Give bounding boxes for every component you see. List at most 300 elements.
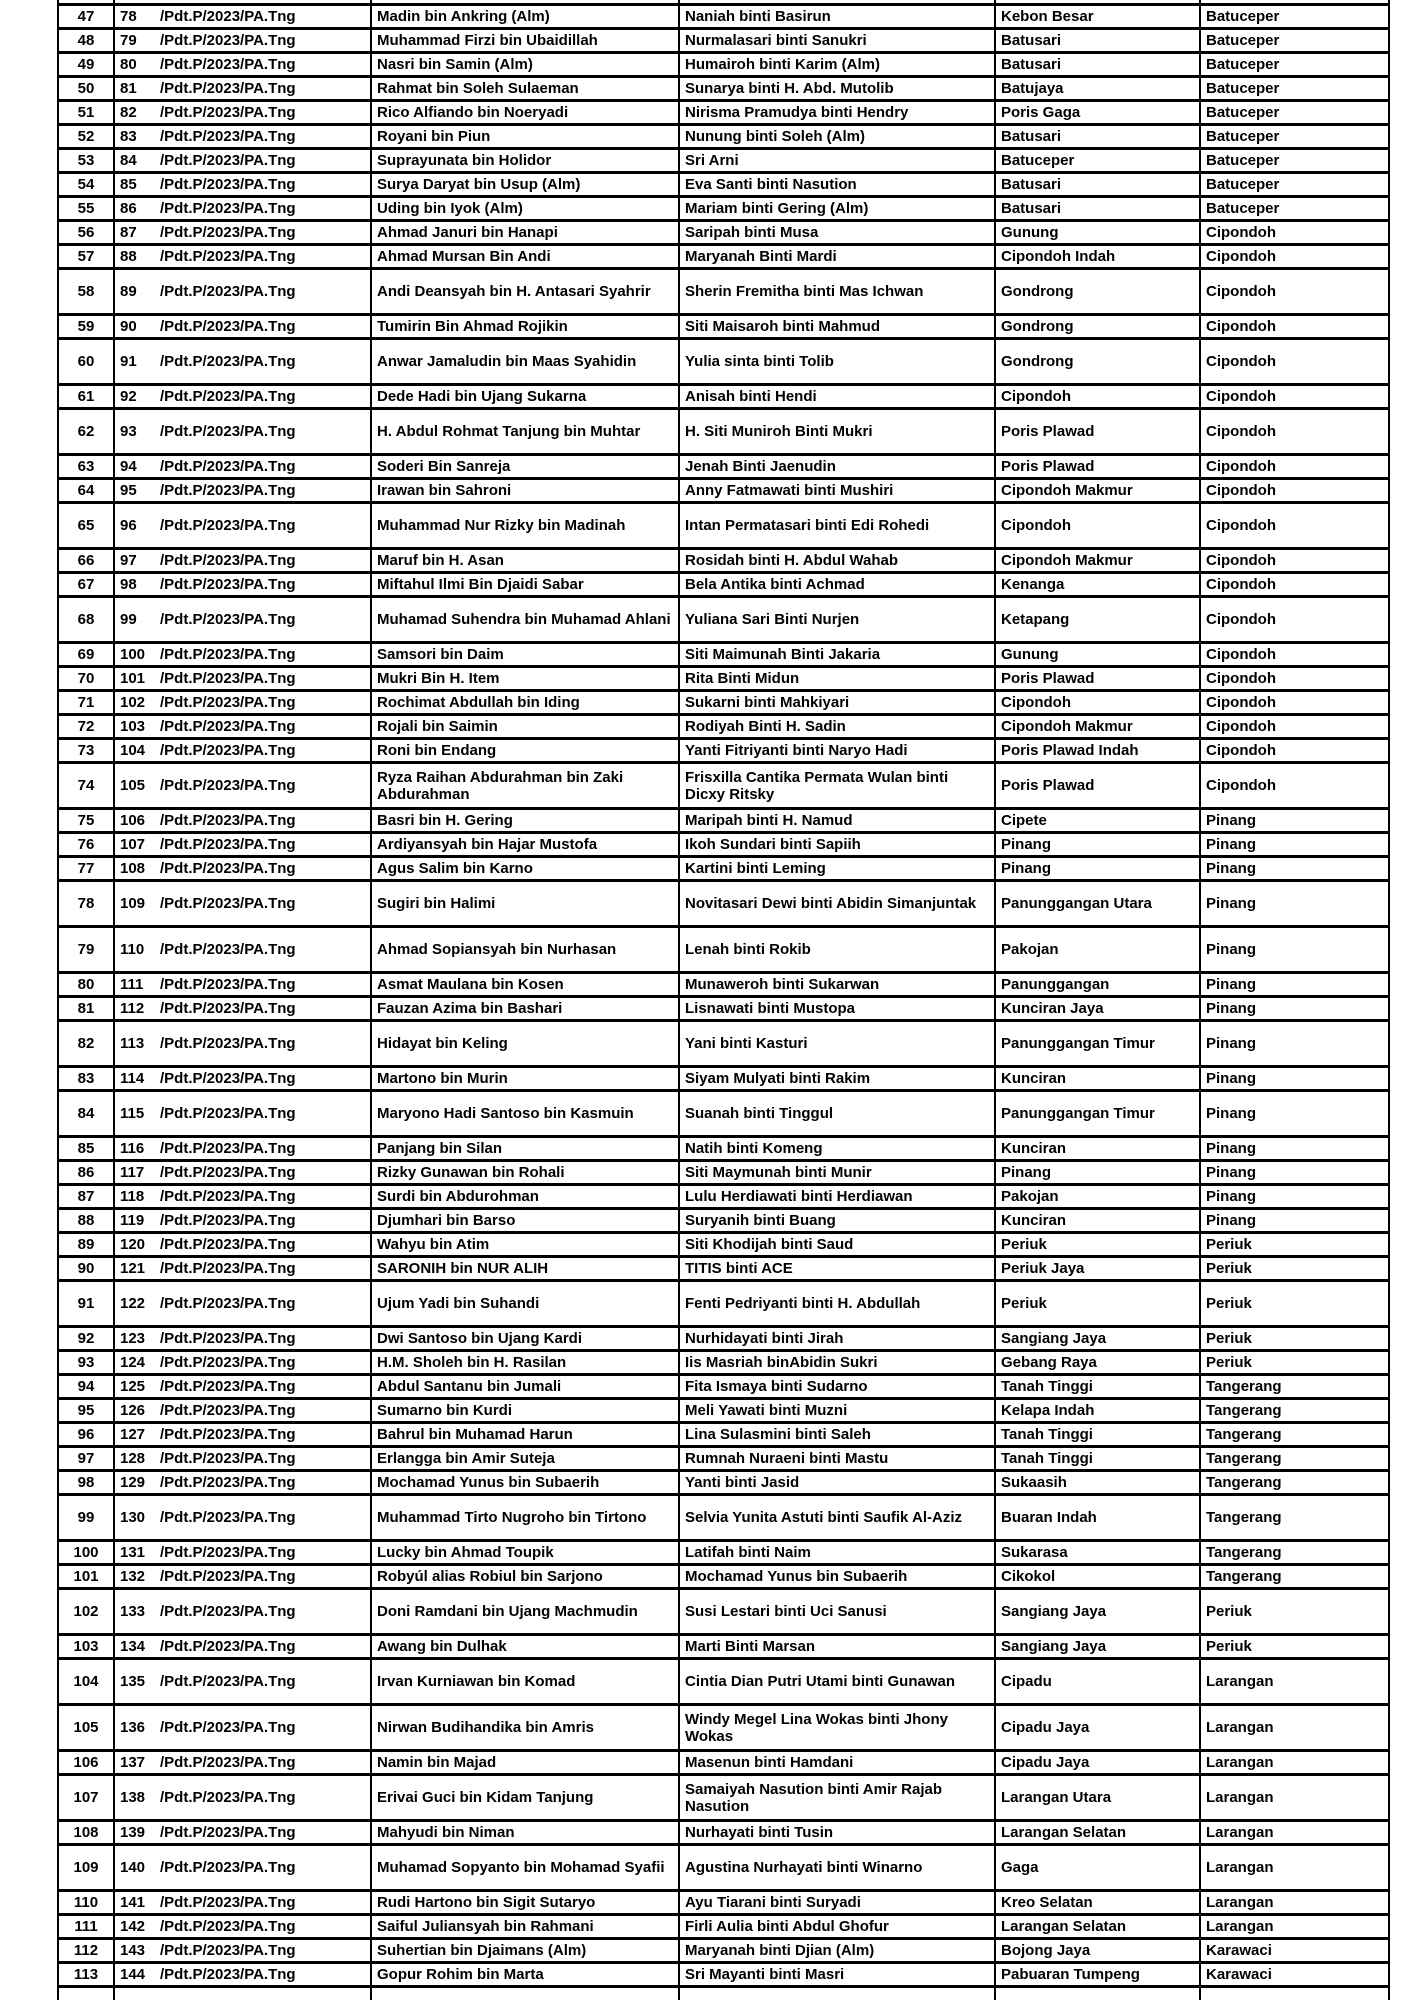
case-number-cell bbox=[114, 973, 371, 997]
case-number-cell bbox=[114, 927, 371, 973]
case-number-cell bbox=[114, 339, 371, 385]
table-row bbox=[58, 479, 1389, 503]
village-cell: Batujaya bbox=[995, 77, 1200, 101]
case-number-cell bbox=[114, 691, 371, 715]
case-suffix: /Pdt.P/2023/PA.Tng bbox=[160, 1378, 296, 1395]
husband-name-cell: Suhertian bin Djaimans (Alm) bbox=[371, 1939, 679, 1963]
case-number: 127 bbox=[120, 1426, 146, 1443]
case-number: 100 bbox=[120, 646, 146, 663]
case-number-cell bbox=[114, 315, 371, 339]
wife-name-cell: Saripah binti Musa bbox=[679, 221, 995, 245]
row-number-cell: 58 bbox=[58, 269, 114, 315]
wife-name-cell: Humairoh binti Karim (Alm) bbox=[679, 53, 995, 77]
table-row bbox=[58, 573, 1389, 597]
row-number-cell: 79 bbox=[58, 927, 114, 973]
wife-name-cell: Siti Maisaroh binti Mahmud bbox=[679, 315, 995, 339]
husband-name-cell: Ahmad Mursan Bin Andi bbox=[371, 245, 679, 269]
table-row bbox=[58, 691, 1389, 715]
case-number: 113 bbox=[120, 1035, 145, 1052]
case-number: 106 bbox=[120, 812, 146, 829]
village-cell: Pakojan bbox=[995, 1185, 1200, 1209]
case-number-cell bbox=[114, 1399, 371, 1423]
husband-name-cell: Rojali bin Saimin bbox=[371, 715, 679, 739]
district-cell: Tangerang bbox=[1200, 1375, 1389, 1399]
village-cell: Cipondoh Indah bbox=[995, 245, 1200, 269]
case-number: 104 bbox=[120, 742, 146, 759]
case-number: 134 bbox=[120, 1638, 146, 1655]
district-cell: Cipondoh bbox=[1200, 667, 1389, 691]
village-cell: Sangiang Jaya bbox=[995, 1327, 1200, 1351]
wife-name-cell: Kartini binti Leming bbox=[679, 857, 995, 881]
village-cell: Gondrong bbox=[995, 269, 1200, 315]
table-row bbox=[58, 997, 1389, 1021]
case-number: 117 bbox=[120, 1164, 145, 1181]
village-cell: Cipondoh Makmur bbox=[995, 549, 1200, 573]
husband-name-cell: Surya Daryat bin Usup (Alm) bbox=[371, 173, 679, 197]
case-number-cell bbox=[114, 1845, 371, 1891]
husband-name-cell: Suprayunata bin Holidor bbox=[371, 149, 679, 173]
case-suffix: /Pdt.P/2023/PA.Tng bbox=[160, 1918, 296, 1935]
table-row bbox=[58, 385, 1389, 409]
row-number-cell: 108 bbox=[58, 1821, 114, 1845]
case-number: 88 bbox=[120, 248, 137, 265]
village-cell: Sangiang Jaya bbox=[995, 1635, 1200, 1659]
case-number: 138 bbox=[120, 1789, 146, 1806]
husband-name-cell: Asmat Maulana bin Kosen bbox=[371, 973, 679, 997]
case-suffix: /Pdt.P/2023/PA.Tng bbox=[160, 1212, 296, 1229]
clipped-cell bbox=[1200, 1987, 1389, 2000]
village-cell: Kunciran bbox=[995, 1137, 1200, 1161]
case-number-cell bbox=[114, 597, 371, 643]
table-row bbox=[58, 549, 1389, 573]
case-number: 81 bbox=[120, 80, 137, 97]
village-cell: Cipondoh bbox=[995, 385, 1200, 409]
case-suffix: /Pdt.P/2023/PA.Tng bbox=[160, 353, 296, 370]
district-cell: Cipondoh bbox=[1200, 573, 1389, 597]
table-row bbox=[58, 1939, 1389, 1963]
village-cell: Gondrong bbox=[995, 315, 1200, 339]
wife-name-cell: Sherin Fremitha binti Mas Ichwan bbox=[679, 269, 995, 315]
wife-name-cell: Siti Maymunah binti Munir bbox=[679, 1161, 995, 1185]
case-number: 132 bbox=[120, 1568, 146, 1585]
case-suffix: /Pdt.P/2023/PA.Tng bbox=[160, 1568, 296, 1585]
wife-name-cell: Latifah binti Naim bbox=[679, 1541, 995, 1565]
case-number-cell bbox=[114, 1939, 371, 1963]
wife-name-cell: Bela Antika binti Achmad bbox=[679, 573, 995, 597]
case-number-cell bbox=[114, 1327, 371, 1351]
case-number: 137 bbox=[120, 1754, 146, 1771]
village-cell: Periuk bbox=[995, 1233, 1200, 1257]
district-cell: Cipondoh bbox=[1200, 409, 1389, 455]
wife-name-cell: Maripah binti H. Namud bbox=[679, 809, 995, 833]
row-number-cell: 66 bbox=[58, 549, 114, 573]
case-number-cell bbox=[114, 1659, 371, 1705]
case-number-cell bbox=[114, 149, 371, 173]
case-number-cell bbox=[114, 1351, 371, 1375]
row-number-cell: 80 bbox=[58, 973, 114, 997]
district-cell: Pinang bbox=[1200, 1021, 1389, 1067]
row-number-cell: 75 bbox=[58, 809, 114, 833]
case-number: 94 bbox=[120, 458, 137, 475]
husband-name-cell: Bahrul bin Muhamad Harun bbox=[371, 1423, 679, 1447]
husband-name-cell: Rico Alfiando bin Noeryadi bbox=[371, 101, 679, 125]
case-number: 78 bbox=[120, 8, 137, 25]
district-cell: Pinang bbox=[1200, 973, 1389, 997]
case-suffix: /Pdt.P/2023/PA.Tng bbox=[160, 1509, 296, 1526]
row-number-cell: 72 bbox=[58, 715, 114, 739]
case-suffix: /Pdt.P/2023/PA.Tng bbox=[160, 1295, 296, 1312]
wife-name-cell: Agustina Nurhayati binti Winarno bbox=[679, 1845, 995, 1891]
wife-name-cell: Firli Aulia binti Abdul Ghofur bbox=[679, 1915, 995, 1939]
wife-name-cell: Maryanah Binti Mardi bbox=[679, 245, 995, 269]
wife-name-cell: Anisah binti Hendi bbox=[679, 385, 995, 409]
district-cell: Batuceper bbox=[1200, 101, 1389, 125]
row-number-cell: 100 bbox=[58, 1541, 114, 1565]
husband-name-cell: SARONIH bin NUR ALIH bbox=[371, 1257, 679, 1281]
husband-name-cell: Irvan Kurniawan bin Komad bbox=[371, 1659, 679, 1705]
case-number: 105 bbox=[120, 777, 146, 794]
village-cell: Pinang bbox=[995, 833, 1200, 857]
husband-name-cell: Surdi bin Abdurohman bbox=[371, 1185, 679, 1209]
case-number-cell bbox=[114, 1281, 371, 1327]
case-number-cell bbox=[114, 1067, 371, 1091]
village-cell: Tanah Tinggi bbox=[995, 1423, 1200, 1447]
husband-name-cell: Ahmad Sopiansyah bin Nurhasan bbox=[371, 927, 679, 973]
case-suffix: /Pdt.P/2023/PA.Tng bbox=[160, 777, 296, 794]
village-cell: Periuk Jaya bbox=[995, 1257, 1200, 1281]
village-cell: Gunung bbox=[995, 643, 1200, 667]
district-cell: Larangan bbox=[1200, 1845, 1389, 1891]
row-number-cell: 67 bbox=[58, 573, 114, 597]
row-number-cell: 92 bbox=[58, 1327, 114, 1351]
case-number-cell bbox=[114, 1635, 371, 1659]
husband-name-cell: Martono bin Murin bbox=[371, 1067, 679, 1091]
table-row bbox=[58, 1423, 1389, 1447]
row-number-cell: 96 bbox=[58, 1423, 114, 1447]
district-cell: Cipondoh bbox=[1200, 597, 1389, 643]
case-number-cell bbox=[114, 1565, 371, 1589]
wife-name-cell: Naniah binti Basirun bbox=[679, 5, 995, 29]
district-cell: Pinang bbox=[1200, 1185, 1389, 1209]
case-number-cell bbox=[114, 1589, 371, 1635]
row-number-cell: 85 bbox=[58, 1137, 114, 1161]
table-row bbox=[58, 857, 1389, 881]
district-cell: Cipondoh bbox=[1200, 315, 1389, 339]
row-number-cell: 98 bbox=[58, 1471, 114, 1495]
case-suffix: /Pdt.P/2023/PA.Tng bbox=[160, 128, 296, 145]
case-number: 109 bbox=[120, 895, 146, 912]
district-cell: Cipondoh bbox=[1200, 763, 1389, 809]
table-row bbox=[58, 643, 1389, 667]
case-suffix: /Pdt.P/2023/PA.Tng bbox=[160, 1603, 296, 1620]
clipped-cell bbox=[995, 1987, 1200, 2000]
husband-name-cell: Samsori bin Daim bbox=[371, 643, 679, 667]
case-suffix: /Pdt.P/2023/PA.Tng bbox=[160, 895, 296, 912]
row-number-cell: 110 bbox=[58, 1891, 114, 1915]
village-cell: Batuceper bbox=[995, 149, 1200, 173]
case-number: 130 bbox=[120, 1509, 146, 1526]
table-row bbox=[58, 409, 1389, 455]
case-number-cell bbox=[114, 549, 371, 573]
case-number-cell bbox=[114, 763, 371, 809]
husband-name-cell: Muhammad Firzi bin Ubaidillah bbox=[371, 29, 679, 53]
district-cell: Periuk bbox=[1200, 1233, 1389, 1257]
village-cell: Cipadu Jaya bbox=[995, 1751, 1200, 1775]
case-table bbox=[57, 0, 1390, 2000]
table-row bbox=[58, 1375, 1389, 1399]
wife-name-cell: Fita Ismaya binti Sudarno bbox=[679, 1375, 995, 1399]
husband-name-cell: Andi Deansyah bin H. Antasari Syahrir bbox=[371, 269, 679, 315]
husband-name-cell: H. Abdul Rohmat Tanjung bin Muhtar bbox=[371, 409, 679, 455]
village-cell: Gondrong bbox=[995, 339, 1200, 385]
row-number-cell: 71 bbox=[58, 691, 114, 715]
table-row bbox=[58, 597, 1389, 643]
husband-name-cell: Mahyudi bin Niman bbox=[371, 1821, 679, 1845]
district-cell: Periuk bbox=[1200, 1589, 1389, 1635]
row-number-cell: 55 bbox=[58, 197, 114, 221]
husband-name-cell: Erivai Guci bin Kidam Tanjung bbox=[371, 1775, 679, 1821]
village-cell: Tanah Tinggi bbox=[995, 1375, 1200, 1399]
case-number: 84 bbox=[120, 152, 137, 169]
husband-name-cell: Rahmat bin Soleh Sulaeman bbox=[371, 77, 679, 101]
village-cell: Sukaasih bbox=[995, 1471, 1200, 1495]
district-cell: Cipondoh bbox=[1200, 455, 1389, 479]
husband-name-cell: H.M. Sholeh bin H. Rasilan bbox=[371, 1351, 679, 1375]
wife-name-cell: Jenah Binti Jaenudin bbox=[679, 455, 995, 479]
wife-name-cell: Yuliana Sari Binti Nurjen bbox=[679, 597, 995, 643]
case-number: 108 bbox=[120, 860, 146, 877]
table-row bbox=[58, 245, 1389, 269]
table-row bbox=[58, 1963, 1389, 1987]
row-number-cell: 62 bbox=[58, 409, 114, 455]
husband-name-cell: Tumirin Bin Ahmad Rojikin bbox=[371, 315, 679, 339]
district-cell: Pinang bbox=[1200, 927, 1389, 973]
district-cell: Pinang bbox=[1200, 857, 1389, 881]
row-number-cell: 86 bbox=[58, 1161, 114, 1185]
case-suffix: /Pdt.P/2023/PA.Tng bbox=[160, 1789, 296, 1806]
district-cell: Larangan bbox=[1200, 1891, 1389, 1915]
district-cell: Batuceper bbox=[1200, 149, 1389, 173]
district-cell: Tangerang bbox=[1200, 1495, 1389, 1541]
case-suffix: /Pdt.P/2023/PA.Tng bbox=[160, 1070, 296, 1087]
case-suffix: /Pdt.P/2023/PA.Tng bbox=[160, 1426, 296, 1443]
table-row bbox=[58, 1751, 1389, 1775]
wife-name-cell: Lenah binti Rokib bbox=[679, 927, 995, 973]
case-suffix: /Pdt.P/2023/PA.Tng bbox=[160, 458, 296, 475]
row-number-cell: 112 bbox=[58, 1939, 114, 1963]
row-number-cell: 61 bbox=[58, 385, 114, 409]
husband-name-cell: Mukri Bin H. Item bbox=[371, 667, 679, 691]
case-number: 143 bbox=[120, 1942, 146, 1959]
case-number: 118 bbox=[120, 1188, 145, 1205]
husband-name-cell: Robyúl alias Robiul bin Sarjono bbox=[371, 1565, 679, 1589]
husband-name-cell: Namin bin Majad bbox=[371, 1751, 679, 1775]
case-number: 85 bbox=[120, 176, 137, 193]
case-number: 101 bbox=[120, 670, 146, 687]
husband-name-cell: Djumhari bin Barso bbox=[371, 1209, 679, 1233]
case-number: 120 bbox=[120, 1236, 146, 1253]
row-number-cell: 57 bbox=[58, 245, 114, 269]
village-cell: Panunggangan bbox=[995, 973, 1200, 997]
village-cell: Batusari bbox=[995, 197, 1200, 221]
table-row bbox=[58, 809, 1389, 833]
case-number-cell bbox=[114, 1091, 371, 1137]
case-number-cell bbox=[114, 125, 371, 149]
husband-name-cell: Saiful Juliansyah bin Rahmani bbox=[371, 1915, 679, 1939]
village-cell: Kenanga bbox=[995, 573, 1200, 597]
case-number-cell bbox=[114, 409, 371, 455]
district-cell: Larangan bbox=[1200, 1659, 1389, 1705]
case-number: 114 bbox=[120, 1070, 145, 1087]
village-cell: Poris Plawad bbox=[995, 667, 1200, 691]
case-number: 110 bbox=[120, 941, 145, 958]
village-cell: Batusari bbox=[995, 173, 1200, 197]
case-suffix: /Pdt.P/2023/PA.Tng bbox=[160, 611, 296, 628]
row-number-cell: 113 bbox=[58, 1963, 114, 1987]
husband-name-cell: Fauzan Azima bin Bashari bbox=[371, 997, 679, 1021]
district-cell: Tangerang bbox=[1200, 1447, 1389, 1471]
wife-name-cell: Marti Binti Marsan bbox=[679, 1635, 995, 1659]
table-row bbox=[58, 1351, 1389, 1375]
district-cell: Tangerang bbox=[1200, 1423, 1389, 1447]
row-number-cell: 49 bbox=[58, 53, 114, 77]
wife-name-cell: Frisxilla Cantika Permata Wulan binti Dicxy Ritsky bbox=[679, 763, 995, 809]
row-number-cell: 103 bbox=[58, 1635, 114, 1659]
case-suffix: /Pdt.P/2023/PA.Tng bbox=[160, 32, 296, 49]
village-cell: Cipondoh Makmur bbox=[995, 715, 1200, 739]
case-number-cell bbox=[114, 667, 371, 691]
row-number-cell: 93 bbox=[58, 1351, 114, 1375]
table-row bbox=[58, 881, 1389, 927]
husband-name-cell: Royani bin Piun bbox=[371, 125, 679, 149]
case-number: 82 bbox=[120, 104, 137, 121]
wife-name-cell: Suryanih binti Buang bbox=[679, 1209, 995, 1233]
case-number: 131 bbox=[120, 1544, 146, 1561]
table-row bbox=[58, 1257, 1389, 1281]
district-cell: Batuceper bbox=[1200, 125, 1389, 149]
row-number-cell: 48 bbox=[58, 29, 114, 53]
case-suffix: /Pdt.P/2023/PA.Tng bbox=[160, 1544, 296, 1561]
district-cell: Cipondoh bbox=[1200, 691, 1389, 715]
wife-name-cell: Anny Fatmawati binti Mushiri bbox=[679, 479, 995, 503]
case-number-cell bbox=[114, 1233, 371, 1257]
case-number-cell bbox=[114, 173, 371, 197]
case-number-cell bbox=[114, 857, 371, 881]
case-number-cell bbox=[114, 739, 371, 763]
row-number-cell: 89 bbox=[58, 1233, 114, 1257]
district-cell: Larangan bbox=[1200, 1751, 1389, 1775]
district-cell: Periuk bbox=[1200, 1351, 1389, 1375]
wife-name-cell: Eva Santi binti Nasution bbox=[679, 173, 995, 197]
row-number-cell: 70 bbox=[58, 667, 114, 691]
case-suffix: /Pdt.P/2023/PA.Tng bbox=[160, 388, 296, 405]
wife-name-cell: Ikoh Sundari binti Sapiih bbox=[679, 833, 995, 857]
table-row bbox=[58, 149, 1389, 173]
village-cell: Sangiang Jaya bbox=[995, 1589, 1200, 1635]
district-cell: Pinang bbox=[1200, 809, 1389, 833]
wife-name-cell: Samaiyah Nasution binti Amir Rajab Nasution bbox=[679, 1775, 995, 1821]
table-row bbox=[58, 1209, 1389, 1233]
district-cell: Cipondoh bbox=[1200, 715, 1389, 739]
table-row bbox=[58, 1589, 1389, 1635]
clipped-cell bbox=[371, 1987, 679, 2000]
case-number: 123 bbox=[120, 1330, 146, 1347]
husband-name-cell: Mochamad Yunus bin Subaerih bbox=[371, 1471, 679, 1495]
district-cell: Batuceper bbox=[1200, 77, 1389, 101]
village-cell: Larangan Selatan bbox=[995, 1915, 1200, 1939]
row-number-cell: 82 bbox=[58, 1021, 114, 1067]
husband-name-cell: Roni bin Endang bbox=[371, 739, 679, 763]
case-suffix: /Pdt.P/2023/PA.Tng bbox=[160, 1330, 296, 1347]
case-number-cell bbox=[114, 573, 371, 597]
district-cell: Pinang bbox=[1200, 1161, 1389, 1185]
row-number-cell: 102 bbox=[58, 1589, 114, 1635]
wife-name-cell: Lina Sulasmini binti Saleh bbox=[679, 1423, 995, 1447]
wife-name-cell: Intan Permatasari binti Edi Rohedi bbox=[679, 503, 995, 549]
wife-name-cell: Novitasari Dewi binti Abidin Simanjuntak bbox=[679, 881, 995, 927]
village-cell: Bojong Jaya bbox=[995, 1939, 1200, 1963]
clipped-cell bbox=[58, 1987, 114, 2000]
village-cell: Cipondoh bbox=[995, 691, 1200, 715]
case-number: 136 bbox=[120, 1719, 146, 1736]
wife-name-cell: Rita Binti Midun bbox=[679, 667, 995, 691]
village-cell: Pabuaran Tumpeng bbox=[995, 1963, 1200, 1987]
village-cell: Poris Plawad bbox=[995, 455, 1200, 479]
district-cell: Periuk bbox=[1200, 1327, 1389, 1351]
village-cell: Poris Gaga bbox=[995, 101, 1200, 125]
wife-name-cell: Siti Khodijah binti Saud bbox=[679, 1233, 995, 1257]
row-number-cell: 68 bbox=[58, 597, 114, 643]
row-number-cell: 74 bbox=[58, 763, 114, 809]
case-suffix: /Pdt.P/2023/PA.Tng bbox=[160, 1354, 296, 1371]
village-cell: Larangan Selatan bbox=[995, 1821, 1200, 1845]
wife-name-cell: Mariam binti Gering (Alm) bbox=[679, 197, 995, 221]
district-cell: Cipondoh bbox=[1200, 479, 1389, 503]
case-suffix: /Pdt.P/2023/PA.Tng bbox=[160, 742, 296, 759]
husband-name-cell: Uding bin Iyok (Alm) bbox=[371, 197, 679, 221]
case-suffix: /Pdt.P/2023/PA.Tng bbox=[160, 200, 296, 217]
case-number-cell bbox=[114, 1209, 371, 1233]
case-suffix: /Pdt.P/2023/PA.Tng bbox=[160, 1140, 296, 1157]
husband-name-cell: Ardiyansyah bin Hajar Mustofa bbox=[371, 833, 679, 857]
case-number: 103 bbox=[120, 718, 146, 735]
table-row bbox=[58, 1915, 1389, 1939]
case-number: 89 bbox=[120, 283, 137, 300]
table-row bbox=[58, 1775, 1389, 1821]
table-row bbox=[58, 973, 1389, 997]
village-cell: Batusari bbox=[995, 53, 1200, 77]
village-cell: Gebang Raya bbox=[995, 1351, 1200, 1375]
wife-name-cell: H. Siti Muniroh Binti Mukri bbox=[679, 409, 995, 455]
husband-name-cell: Muhamad Suhendra bin Muhamad Ahlani bbox=[371, 597, 679, 643]
case-suffix: /Pdt.P/2023/PA.Tng bbox=[160, 1000, 296, 1017]
table-row bbox=[58, 221, 1389, 245]
case-suffix: /Pdt.P/2023/PA.Tng bbox=[160, 1402, 296, 1419]
husband-name-cell: Nirwan Budihandika bin Amris bbox=[371, 1705, 679, 1751]
table-row bbox=[58, 101, 1389, 125]
case-suffix: /Pdt.P/2023/PA.Tng bbox=[160, 812, 296, 829]
table-row bbox=[58, 1021, 1389, 1067]
case-suffix: /Pdt.P/2023/PA.Tng bbox=[160, 1894, 296, 1911]
district-cell: Cipondoh bbox=[1200, 221, 1389, 245]
case-number: 133 bbox=[120, 1603, 146, 1620]
village-cell: Tanah Tinggi bbox=[995, 1447, 1200, 1471]
village-cell: Cipondoh bbox=[995, 503, 1200, 549]
wife-name-cell: Masenun binti Hamdani bbox=[679, 1751, 995, 1775]
case-suffix: /Pdt.P/2023/PA.Tng bbox=[160, 1236, 296, 1253]
table-row bbox=[58, 125, 1389, 149]
table-row bbox=[58, 77, 1389, 101]
